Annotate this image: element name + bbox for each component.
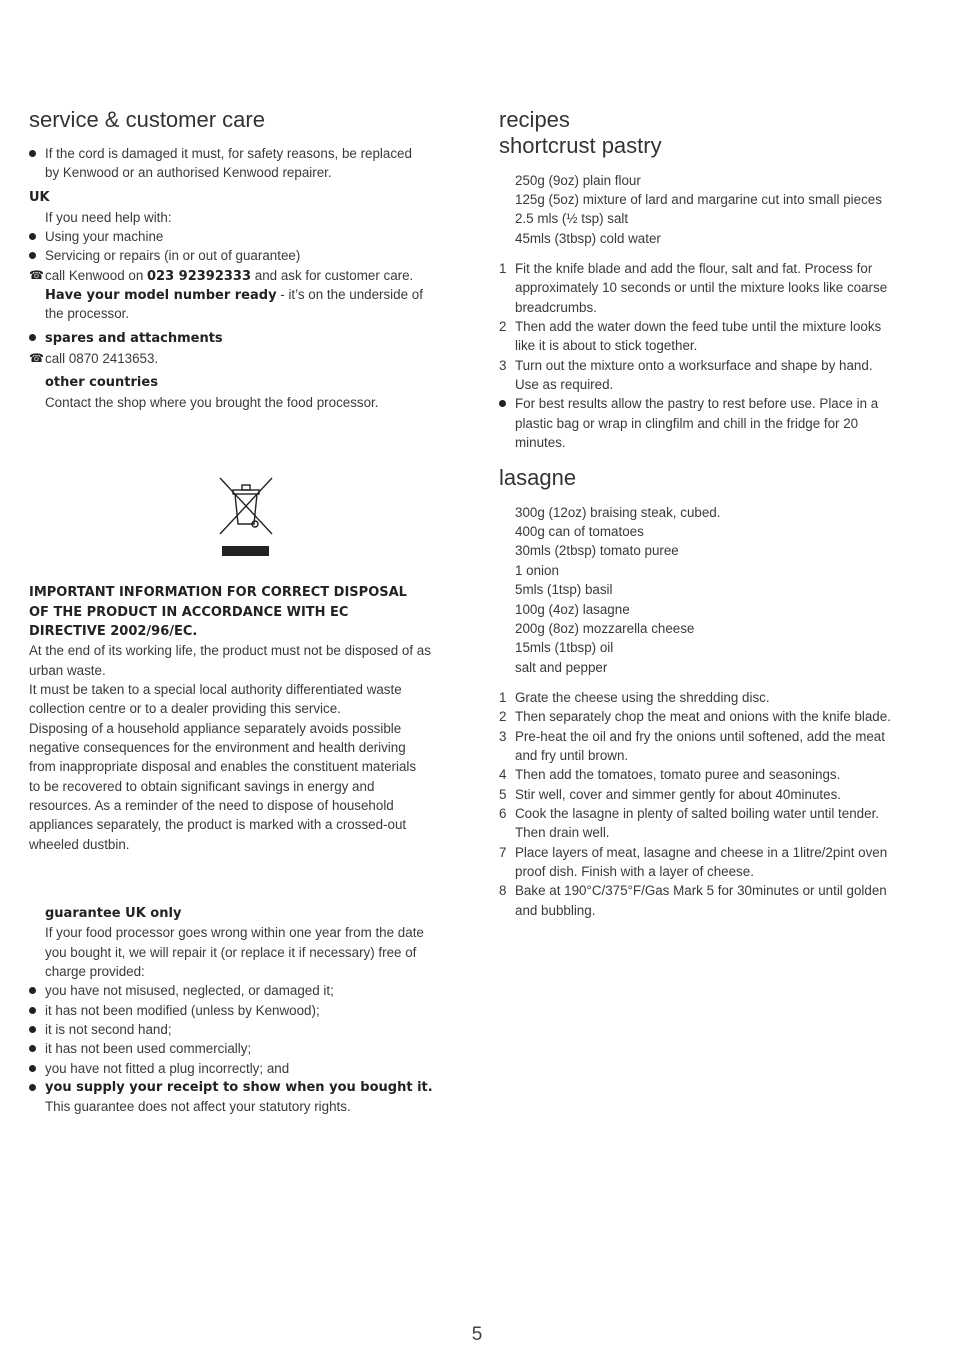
step-number: 1 [499, 261, 507, 276]
step-text: approximately 10 seconds or until the mixture looks like coarse [515, 280, 888, 295]
ingredient: 200g (8oz) mozzarella cheese [515, 621, 695, 636]
step-text: Cook the lasagne in plenty of salted boiling water until tender. [515, 806, 880, 821]
step-number: 3 [499, 729, 507, 744]
step-text: like it is about to stick together. [515, 338, 698, 353]
guarantee-item: you have not misused, neglected, or damaged it; [45, 983, 334, 998]
guarantee-footer: This guarantee does not affect your statutory rights. [45, 1099, 351, 1114]
guarantee-intro-line: you bought it, we will repair it (or replace it if necessary) free of [45, 945, 417, 960]
other-countries-heading: other countries [45, 375, 158, 390]
guarantee-item: it has not been used commercially; [45, 1041, 252, 1056]
page-number: 5 [471, 1324, 483, 1345]
disposal-text-line: wheeled dustbin. [29, 837, 130, 852]
bullet-dot-icon [29, 1084, 36, 1091]
bullet-dot-icon [499, 400, 506, 407]
ingredient: 400g can of tomatoes [515, 524, 644, 539]
step-text: Then separately chop the meat and onions with the knife blade. [515, 709, 891, 724]
disposal-text-line: Disposing of a household appliance separately avoids possible [29, 721, 402, 736]
disposal-heading: DIRECTIVE 2002/96/EC. [29, 624, 198, 639]
step-number: 6 [499, 806, 507, 821]
step-text: Turn out the mixture onto a worksurface and shape by hand. [515, 358, 873, 373]
telephone-icon: ☎ [29, 351, 44, 365]
shortcrust-pastry-title: shortcrust pastry [499, 133, 662, 158]
step-text: Fit the knife blade and add the flour, salt and fat. Process for [515, 261, 873, 276]
help-intro: If you need help with: [45, 210, 172, 225]
step-text: Grate the cheese using the shredding disc. [515, 690, 770, 705]
telephone-icon: ☎ [29, 268, 44, 282]
model-number-line2: the processor. [45, 306, 130, 321]
ingredient: 100g (4oz) lasagne [515, 602, 630, 617]
spares-phone: call 0870 2413653. [45, 351, 159, 366]
step-text: Stir well, cover and simmer gently for about 40minutes. [515, 787, 841, 802]
service-title: service & customer care [29, 107, 265, 132]
guarantee-receipt: you supply your receipt to show when you bought it. [45, 1080, 433, 1095]
step-number: 2 [499, 319, 507, 334]
pastry-tip-line: For best results allow the pastry to rest before use. Place in a [515, 396, 879, 411]
ingredient: 1 onion [515, 563, 559, 578]
disposal-text-line: collection centre or to a dealer providing this service. [29, 701, 341, 716]
disposal-text-line: to be recovered to obtain significant savings in energy and [29, 779, 375, 794]
disposal-text-line: negative consequences for the environment and health deriving [29, 740, 406, 755]
help-item: Servicing or repairs (in or out of guarantee) [45, 248, 301, 263]
call-suffix: and ask for customer care. [251, 268, 414, 283]
bullet-dot-icon [29, 1065, 36, 1072]
bullet-dot-icon [29, 334, 36, 341]
step-text: Place layers of meat, lasagne and cheese in a 1litre/2pint oven [515, 845, 888, 860]
step-text: breadcrumbs. [515, 300, 597, 315]
step-text: Use as required. [515, 377, 614, 392]
bullet-dot-icon [29, 252, 36, 259]
disposal-heading: IMPORTANT INFORMATION FOR CORRECT DISPOSAL [29, 585, 407, 600]
ingredient: 300g (12oz) braising steak, cubed. [515, 505, 721, 520]
ingredient: 250g (9oz) plain flour [515, 173, 641, 188]
guarantee-item: you have not fitted a plug incorrectly; and [45, 1061, 290, 1076]
step-number: 8 [499, 883, 507, 898]
bullet-dot-icon [29, 987, 36, 994]
call-prefix: call Kenwood on [45, 268, 147, 283]
disposal-text-line: appliances separately, the product is marked with a crossed-out [29, 817, 407, 832]
step-text: Then add the water down the feed tube until the mixture looks [515, 319, 882, 334]
step-number: 5 [499, 787, 507, 802]
crossed-out-wheeled-bin-icon [217, 476, 275, 536]
bullet-dot-icon [29, 1026, 36, 1033]
guarantee-item: it has not been modified (unless by Kenwood); [45, 1003, 320, 1018]
other-countries-text: Contact the shop where you brought the food processor. [45, 395, 379, 410]
step-number: 7 [499, 845, 507, 860]
model-number-rest: - it’s on the underside of [276, 287, 423, 302]
step-number: 1 [499, 690, 507, 705]
step-text: Bake at 190°C/375°F/Gas Mark 5 for 30minutes or until golden [515, 883, 887, 898]
spares-heading: spares and attachments [45, 331, 223, 346]
step-number: 3 [499, 358, 507, 373]
bullet-dot-icon [29, 150, 36, 157]
model-number-bold: Have your model number ready [45, 288, 277, 303]
step-text: Then add the tomatoes, tomato puree and seasonings. [515, 767, 841, 782]
step-text: Pre-heat the oil and fry the onions until softened, add the meat [515, 729, 885, 744]
ingredient: 5mls (1tsp) basil [515, 582, 613, 597]
step-text: proof dish. Finish with a layer of cheese. [515, 864, 754, 879]
guarantee-intro-line: If your food processor goes wrong within one year from the date [45, 925, 424, 940]
bullet-dot-icon [29, 1045, 36, 1052]
step-number: 2 [499, 709, 507, 724]
customer-care-call [45, 266, 413, 286]
step-number: 4 [499, 767, 507, 782]
disposal-text-line: urban waste. [29, 663, 106, 678]
cord-text-line: If the cord is damaged it must, for safety reasons, be replaced [45, 146, 412, 161]
phone-number: 023 92392333 [147, 269, 252, 284]
recipes-title: recipes [499, 107, 570, 132]
disposal-heading: OF THE PRODUCT IN ACCORDANCE WITH EC [29, 605, 349, 620]
lasagne-title: lasagne [499, 465, 577, 490]
ingredient: 125g (5oz) mixture of lard and margarine cut into small pieces [515, 192, 882, 207]
help-item: Using your machine [45, 229, 164, 244]
ingredient: 15mls (1tbsp) oil [515, 640, 614, 655]
disposal-text-line: At the end of its working life, the product must not be disposed of as [29, 643, 431, 658]
ingredient: salt and pepper [515, 660, 608, 675]
bin-bar [222, 546, 269, 556]
cord-text-line: by Kenwood or an authorised Kenwood repairer. [45, 165, 332, 180]
pastry-tip-line: minutes. [515, 435, 566, 450]
step-text: Then drain well. [515, 825, 610, 840]
guarantee-heading: guarantee UK only [45, 906, 182, 921]
guarantee-item: it is not second hand; [45, 1022, 172, 1037]
disposal-text-line: resources. As a reminder of the need to dispose of household [29, 798, 394, 813]
step-text: and fry until brown. [515, 748, 629, 763]
ingredient: 45mls (3tbsp) cold water [515, 231, 661, 246]
model-number-note [45, 285, 423, 305]
disposal-text-line: It must be taken to a special local authority differentiated waste [29, 682, 402, 697]
pastry-tip-line: plastic bag or wrap in clingfilm and chill in the fridge for 20 [515, 416, 859, 431]
step-text: and bubbling. [515, 903, 596, 918]
guarantee-intro-line: charge provided: [45, 964, 145, 979]
bullet-dot-icon [29, 233, 36, 240]
uk-heading: UK [29, 190, 50, 205]
disposal-text-line: from inappropriate disposal and enables the constituent materials [29, 759, 417, 774]
ingredient: 30mls (2tbsp) tomato puree [515, 543, 679, 558]
ingredient: 2.5 mls (½ tsp) salt [515, 211, 629, 226]
bullet-dot-icon [29, 1007, 36, 1014]
